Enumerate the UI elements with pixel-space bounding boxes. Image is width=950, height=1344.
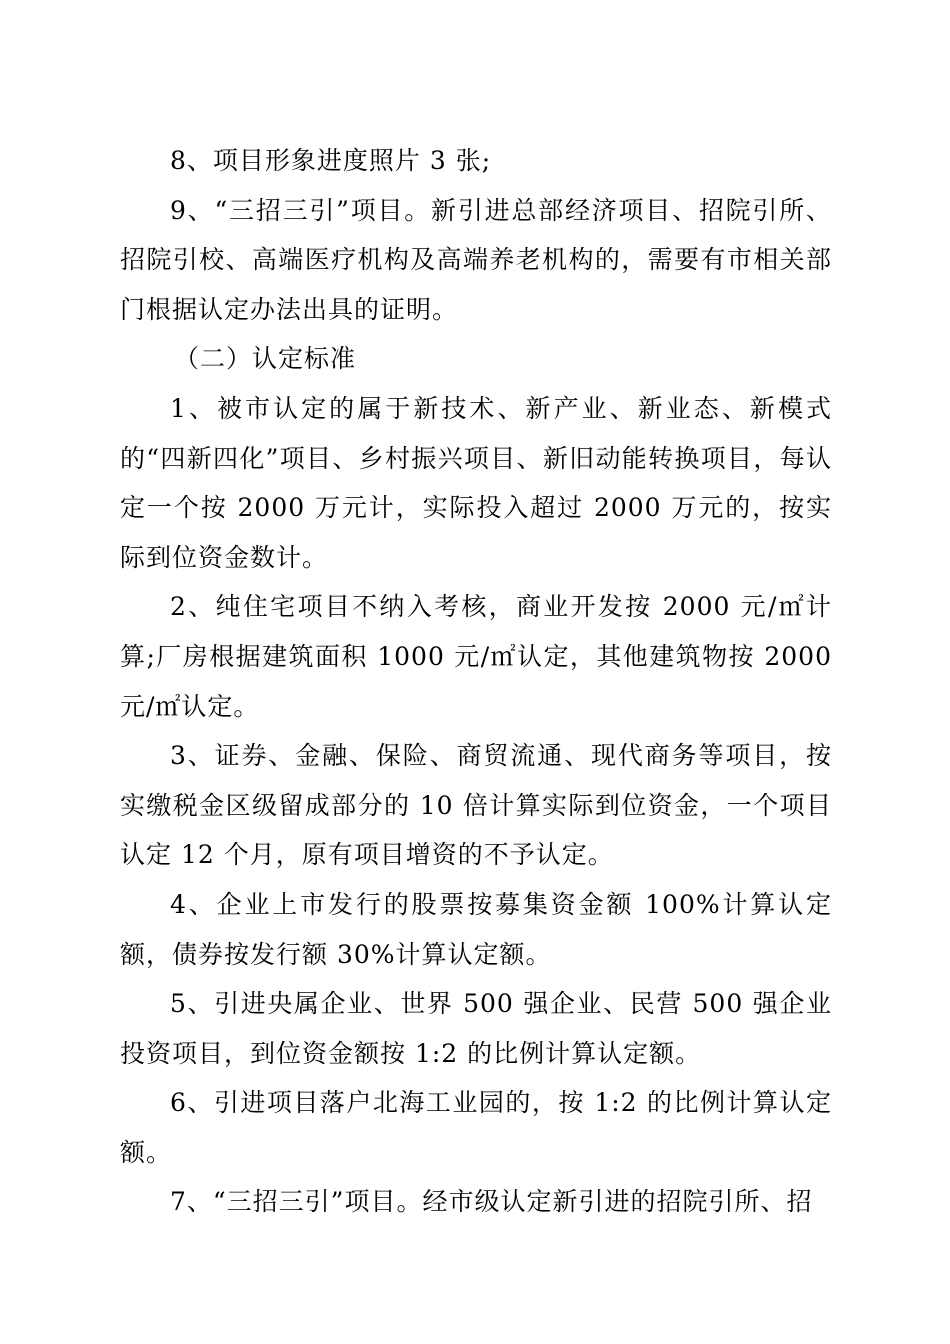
section-heading-criteria: （二）认定标准 <box>174 344 357 374</box>
document-body <box>120 136 832 1227</box>
paragraph-criteria-3: 3、证券、金融、保险、商贸流通、现代商务等项目，按实缴税金区级留成部分的 10 倍计算实际到位资金，一个项目认定 12 个月，原有项目增资的不予认定。 <box>120 741 832 870</box>
paragraph-item-9: 9、“三招三引”项目。新引进总部经济项目、招院引所、招院引校、高端医疗机构及高端养老机构的，需要有市相关部门根据认定办法出具的证明。 <box>120 195 832 324</box>
paragraph-criteria-1: 1、被市认定的属于新技术、新产业、新业态、新模式的“四新四化”项目、乡村振兴项目、新旧动能转换项目，每认定一个按 2000 万元计，实际投入超过 2000 万元的，按实际到位资金数计。 <box>120 393 832 572</box>
paragraph-criteria-6: 6、引进项目落户北海工业园的，按 1:2 的比例计算认定额。 <box>120 1088 832 1167</box>
paragraph-criteria-7: 7、“三招三引”项目。经市级认定新引进的招院引所、招 <box>170 1187 813 1217</box>
paragraph-criteria-2: 2、纯住宅项目不纳入考核，商业开发按 2000 元/㎡计算;厂房根据建筑面积 1000 元/㎡认定，其他建筑物按 2000 元/㎡认定。 <box>120 592 832 721</box>
paragraph-criteria-5: 5、引进央属企业、世界 500 强企业、民营 500 强企业投资项目，到位资金额按 1:2 的比例计算认定额。 <box>120 989 832 1068</box>
paragraph-criteria-4: 4、企业上市发行的股票按募集资金额 100%计算认定额，债券按发行额 30%计算认定额。 <box>120 889 832 969</box>
paragraph-item-8: 8、项目形象进度照片 3 张; <box>170 146 492 175</box>
